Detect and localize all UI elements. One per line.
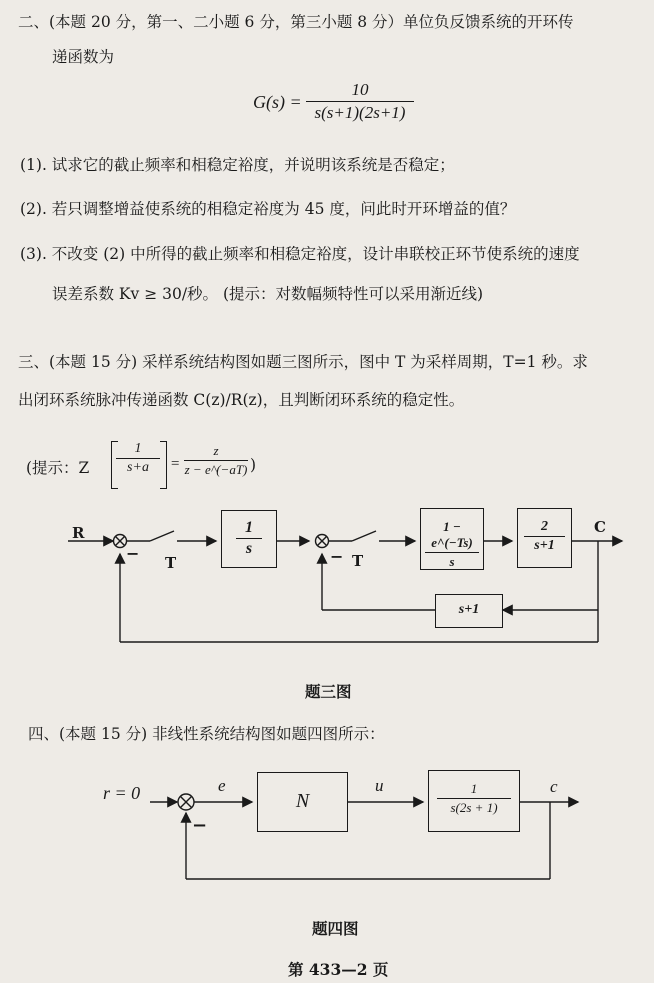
- q3-block-feedback: [435, 594, 503, 628]
- q2-line2: 递函数为: [52, 48, 115, 66]
- q4-error-label: e: [218, 776, 226, 795]
- q3-sampler1: [150, 531, 174, 541]
- q3-hint-rhs-num: z: [213, 443, 219, 458]
- q3-block-zoh-num: 1 − e^(−Ts): [431, 519, 473, 550]
- q3-line2: 出闭环系统脉冲传递函数 C(z)/R(z)，且判断闭环系统的稳定性。: [18, 391, 465, 409]
- q3-block-plant-bar: [524, 536, 565, 537]
- q2-sub2: (2). 若只调整增益使系统的相稳定裕度为 45 度，问此时开环增益的值？: [20, 200, 516, 218]
- q3-caption: 题三图: [305, 682, 352, 701]
- q3-sampler2-label: T: [352, 552, 364, 570]
- q3-line1: 三、(本题 15 分) 采样系统结构图如题三图所示，图中 T 为采样周期，T=1 秒。求: [18, 353, 588, 371]
- q3-block-plant-fraction: [518, 519, 571, 554]
- q3-block-zoh-fraction: [421, 519, 483, 570]
- q3-block-plant: [517, 508, 572, 568]
- q3-sampler1-label: T: [165, 554, 177, 572]
- q3-minus1: −: [126, 544, 140, 563]
- q2-formula-lhs: G(s) =: [253, 92, 302, 112]
- q4-control-label: u: [375, 776, 384, 795]
- q4-caption: 题四图: [312, 919, 359, 938]
- q2-sub1: (1). 试求它的截止频率和相稳定裕度，并说明该系统是否稳定；: [20, 156, 455, 174]
- q4-output-label: c: [550, 777, 558, 796]
- q3-minus2: −: [330, 547, 344, 566]
- q3-block-zoh-den: s: [449, 554, 455, 569]
- q3-block-integrator-fraction: [222, 519, 276, 558]
- q4-block-nonlinear-label: N: [295, 790, 310, 812]
- q3-block-plant-num: 2: [541, 519, 548, 534]
- q3-block-plant-den: s+1: [534, 538, 555, 553]
- q4-block-plant-bar: [437, 798, 511, 799]
- q4-block-nonlinear: [257, 772, 348, 832]
- q3-hint-inner-den: s+a: [127, 460, 149, 475]
- q4-minus: −: [192, 815, 208, 836]
- q3-input-label: R: [72, 524, 85, 542]
- q3-sampler2: [352, 531, 376, 541]
- q3-block-zoh: [420, 508, 484, 570]
- q2-line1: 二、(本题 20 分，第一、二小题 6 分，第三小题 8 分）单位负反馈系统的开环传: [18, 13, 574, 31]
- q4-block-plant-num: 1: [470, 781, 478, 796]
- q3-hint-eq: =: [170, 456, 181, 472]
- q3-block-feedback-label: s+1: [458, 602, 480, 617]
- q3-hint-prefix: (提示：Z: [26, 459, 90, 477]
- q2-sub3-line2: 误差系数 Kv ≥ 30/秒。 (提示：对数幅频特性可以采用渐近线): [52, 285, 484, 303]
- q2-sub3-line1: (3). 不改变 (2) 中所得的截止频率和相稳定裕度，设计串联校正环节使系统的速度: [20, 245, 580, 263]
- q3-output-label: C: [594, 518, 606, 536]
- q4-block-plant: [428, 770, 520, 832]
- q3-block-zoh-bar: [425, 552, 479, 553]
- q3-hint-suffix: ): [250, 456, 257, 474]
- page-number: 第 433—2 页: [288, 960, 389, 979]
- q3-block-integrator-bar: [236, 538, 262, 539]
- q3-block-integrator-den: s: [245, 540, 253, 557]
- q4-block-plant-den: s(2s + 1): [450, 800, 498, 815]
- q3-hint-rhs-den: z − e^(−aT): [184, 462, 248, 477]
- q4-block-plant-fraction: [429, 781, 519, 816]
- q2-formula-den: s(s+1)(2s+1): [314, 103, 406, 122]
- q3-block-integrator-num: 1: [245, 519, 253, 536]
- q4-line1: 四、(本题 15 分) 非线性系统结构图如题四图所示：: [28, 725, 385, 743]
- q3-hint-inner-num: 1: [134, 441, 142, 456]
- q2-formula-num: 10: [351, 80, 369, 99]
- q3-block-integrator: [221, 510, 277, 568]
- q4-input-label: r = 0: [103, 783, 141, 803]
